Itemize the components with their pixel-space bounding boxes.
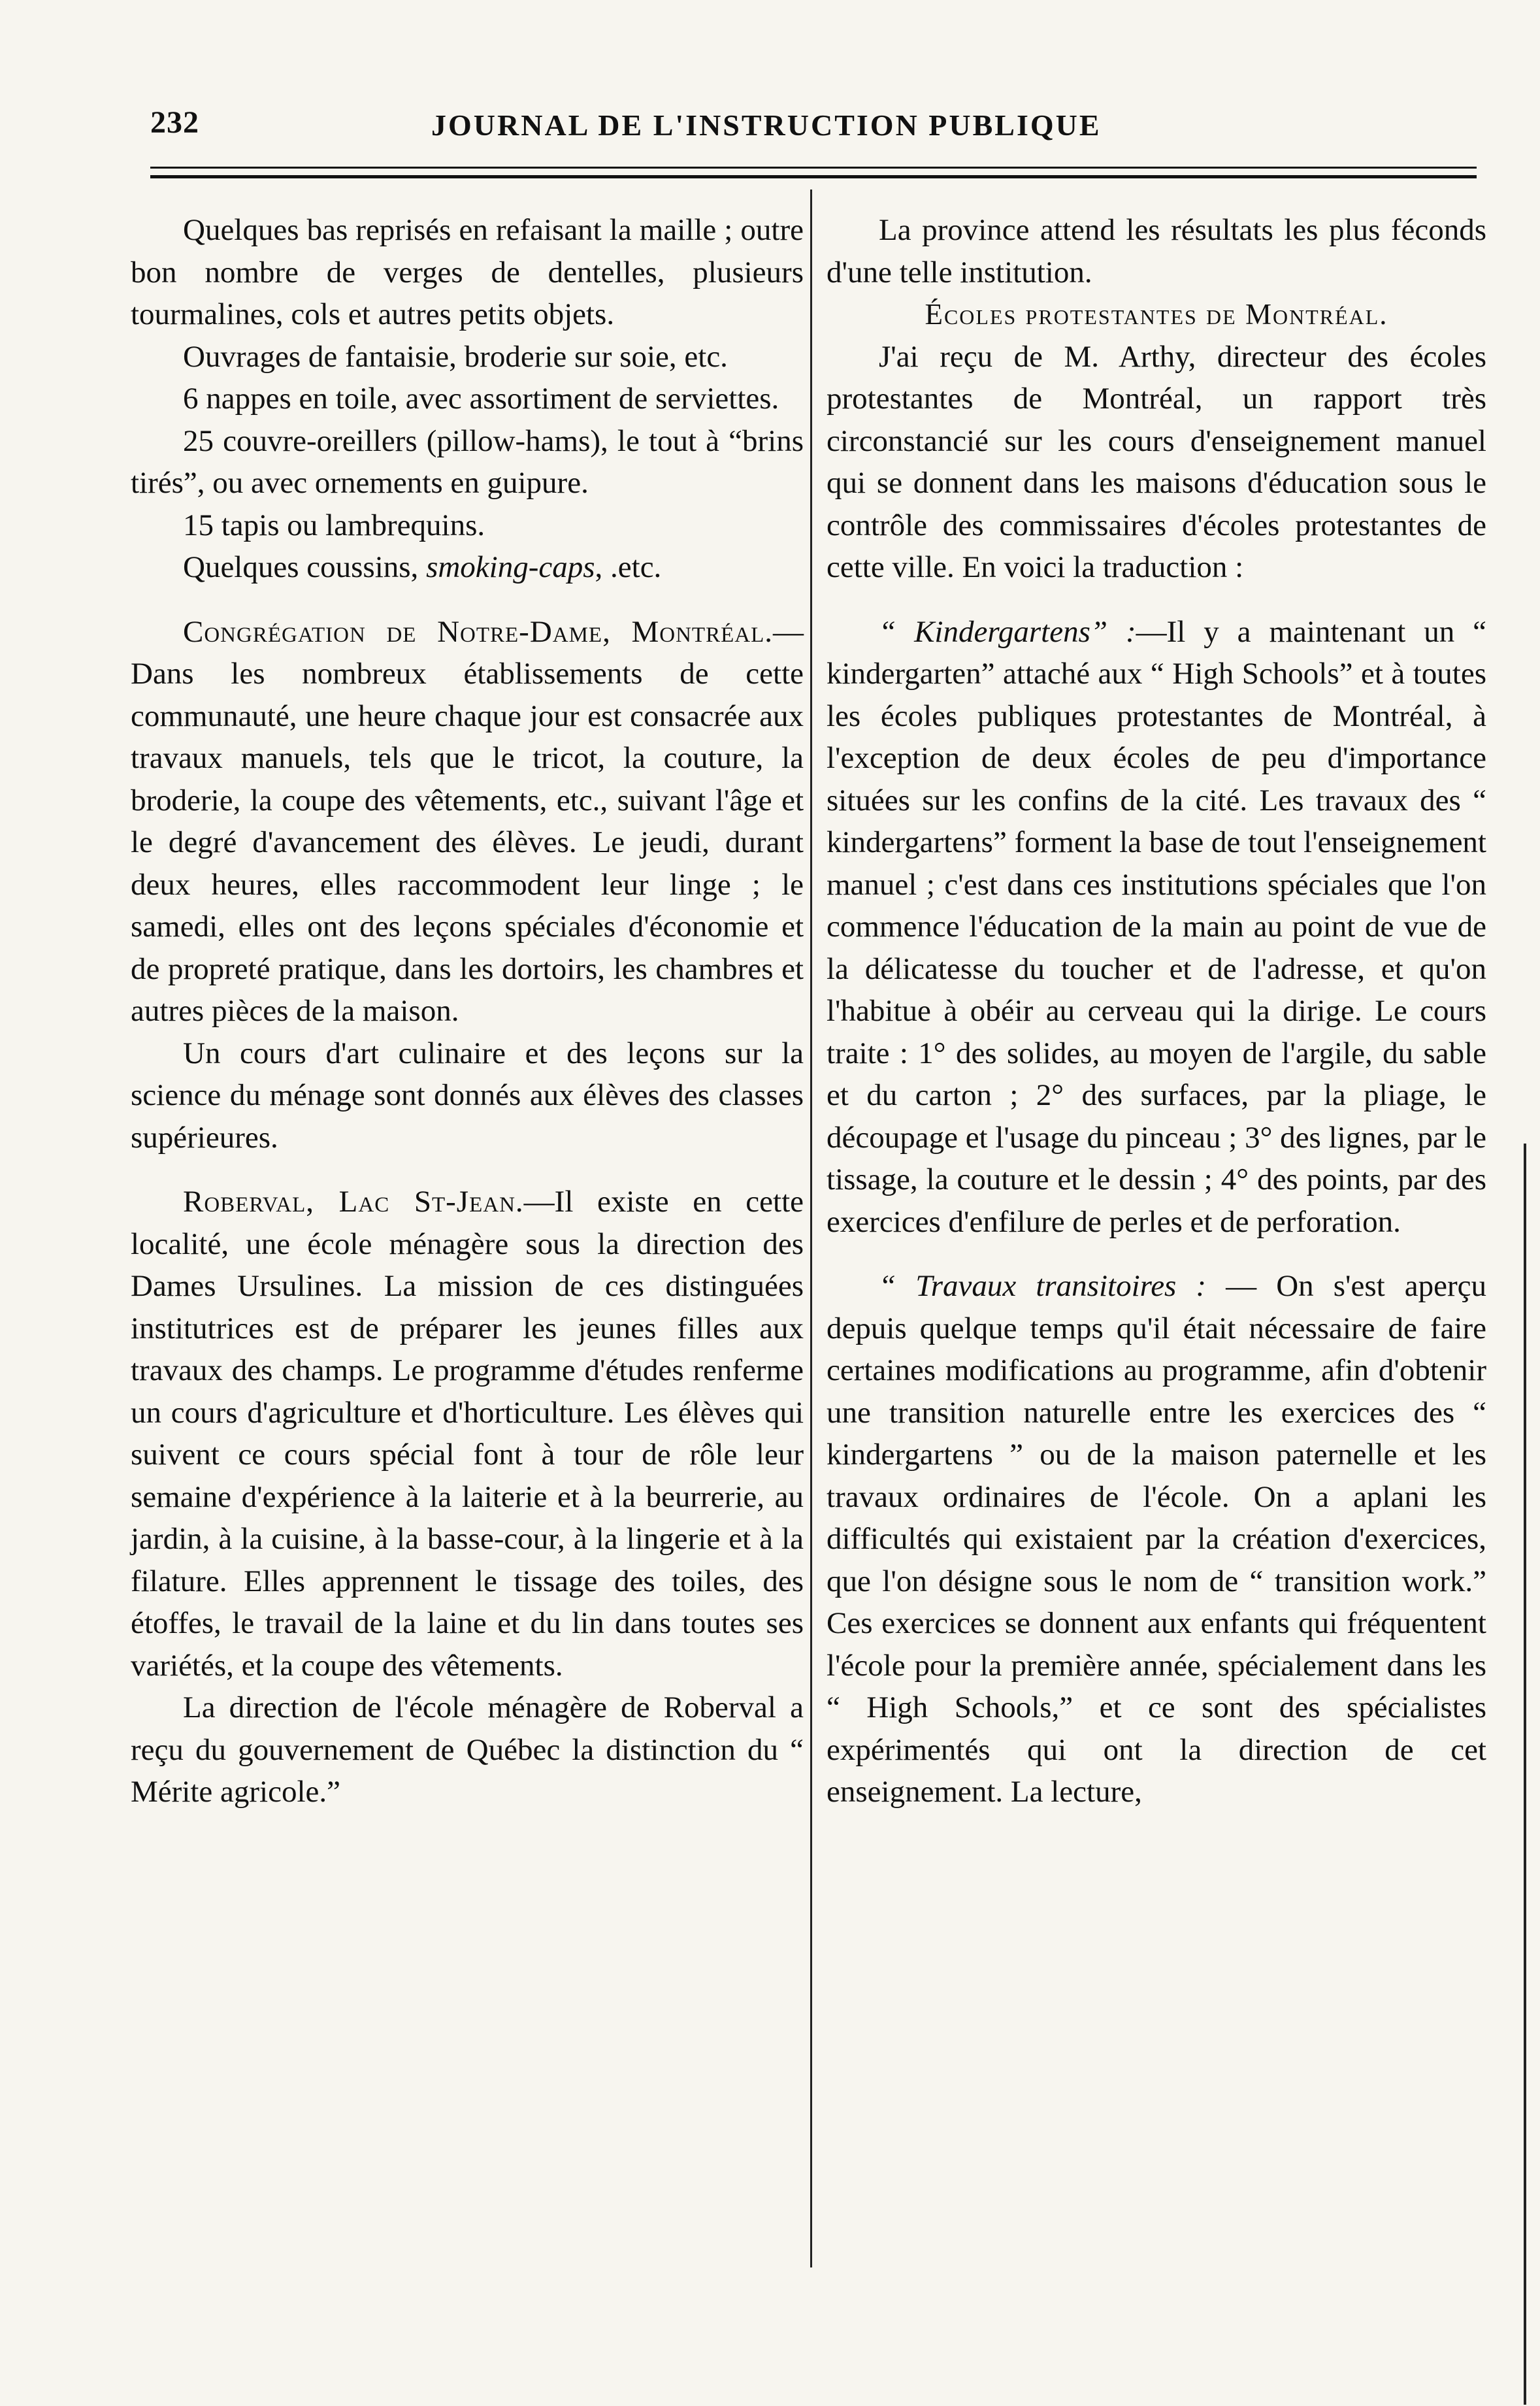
header-rule-thick (150, 175, 1477, 178)
paragraph-ouvrages: Ouvrages de fantaisie, broderie sur soie, etc. (183, 339, 728, 374)
congregation-text: —Dans les nombreux établissements de cette communauté, une heure chaque jour est consacrée aux travaux manuels, tels que le tricot, la couture, la broderie, la coupe des vêtements, etc., suivant l'âge et le degré d'avancement des élèves. Le jeudi, durant deux heures, elles raccommodent leur linge ; le samedi, elles ont des leçons spéciales d'économie et de propreté pratique, dans les dortoirs, les chambres et autres pièces de la maison. (131, 614, 804, 1028)
travaux-transitoires-text: — On s'est aperçu depuis quelque temps qu'il était nécessaire de faire certaines modifications au programme, afin d'obtenir une transition naturelle entre les exercices des “ kindergartens ” ou de la maison paternelle et les travaux ordinaires de l'école. On a aplani les difficultés qui existaient par la création d'exercices, que l'on désigne sous le nom de “ transition work.” Ces exercices se donnent aux enfants qui fréquentent l'école pour la première année, spécialement dans les “ High Schools,” et ce sont des spécialistes expérimentés qui ont la direction de cet enseignement. La lecture, (827, 1269, 1486, 1809)
header-rule (150, 167, 1477, 169)
travaux-transitoires-label: “ Travaux transitoires : (879, 1269, 1207, 1303)
coussins-lead: Quelques coussins, (183, 550, 427, 584)
page-number: 232 (150, 105, 199, 140)
paragraph-couvre-oreillers: 25 couvre-oreillers (pillow-hams), le tout à “brins tirés”, ou avec ornements en guipure. (131, 423, 804, 500)
paragraph-travaux-transitoires (827, 1265, 1486, 1813)
section-heading-roberval: Roberval, Lac St-Jean. (183, 1185, 524, 1219)
paragraph-bas-reprises: Quelques bas reprisés en refaisant la maille ; outre bon nombre de verges de dentelles, plusieurs tourmalines, cols et autres petits objets. (131, 213, 804, 331)
paragraph-nappes: 6 nappes en toile, avec assortiment de serviettes. (183, 382, 779, 416)
section-heading-ecoles-protestantes: Écoles protestantes de Montréal. (925, 298, 1388, 331)
section-heading-congregation: Congrégation de Notre-Dame, Montréal. (183, 614, 773, 649)
page-edge-line (1524, 1144, 1526, 2405)
coussins-italic: smoking-caps (426, 550, 595, 584)
paragraph-rapport-arthy: J'ai reçu de M. Arthy, directeur des écoles protestantes de Montréal, un rapport très circonstancié sur les cours d'enseignement manuel qui se donnent dans les maisons d'éducation sous le contrôle des commissaires d'écoles protestantes de cette ville. En voici la traduction : (827, 339, 1486, 584)
paragraph-kindergartens (827, 611, 1486, 1244)
paragraph-congregation (131, 611, 804, 1032)
paragraph-province: La province attend les résultats les plus féconds d'une telle institution. (827, 213, 1486, 289)
roberval-text: —Il existe en cette localité, une école ménagère sous la direction des Dames Ursulines. La mission de ces distinguées institutrices est de préparer les jeunes filles aux travaux des champs. Le programme d'études renferme un cours d'agriculture et d'horticulture. Les élèves qui suivent ce cours spécial font à tour de rôle leur semaine d'expérience à la laiterie et à la beurrerie, au jardin, à la cuisine, à la basse-cour, à la lingerie et à la filature. Elles apprennent le tissage des toiles, des étoffes, le travail de la laine et du lin dans toutes ses variétés, et la coupe des vêtements. (131, 1185, 804, 1683)
paragraph-tapis: 15 tapis ou lambrequins. (183, 508, 485, 542)
right-column (827, 209, 1486, 1813)
paragraph-culinaire: Un cours d'art culinaire et des leçons sur la science du ménage sont donnés aux élèves des classes supérieures. (131, 1036, 804, 1155)
paragraph-merite-agricole: La direction de l'école ménagère de Roberval a reçu du gouvernement de Québec la distinction du “ Mérite agricole.” (131, 1690, 804, 1809)
column-divider (810, 190, 812, 2267)
running-title: JOURNAL DE L'INSTRUCTION PUBLIQUE (431, 108, 1102, 142)
paragraph-coussins (131, 546, 804, 589)
coussins-tail: , .etc. (595, 550, 662, 584)
kindergartens-text: —Il y a maintenant un “ kindergarten” attaché aux “ High Schools” et à toutes les écoles publiques protestantes de Montréal, à l'exception de deux écoles de peu d'importance situées sur les confins de la cité. Les travaux des “ kindergartens” forment la base de tout l'enseignement manuel ; c'est dans ces institutions spéciales que l'on commence l'éducation de la main au point de vue de la délicatesse du toucher et de l'adresse, et qu'on l'habitue à obéir au cerveau qui la dirige. Le cours traite : 1° des solides, au moyen de l'argile, du sable et du carton ; 2° des surfaces, par la pliage, le découpage et l'usage du pinceau ; 3° des lignes, par le tissage, la couture et le dessin ; 4° des points, par des exercices d'enfilure de perles et de perforation. (827, 614, 1486, 1239)
paragraph-roberval (131, 1181, 804, 1687)
left-column (131, 209, 804, 1813)
kindergartens-label: “ Kindergartens” : (879, 614, 1136, 649)
